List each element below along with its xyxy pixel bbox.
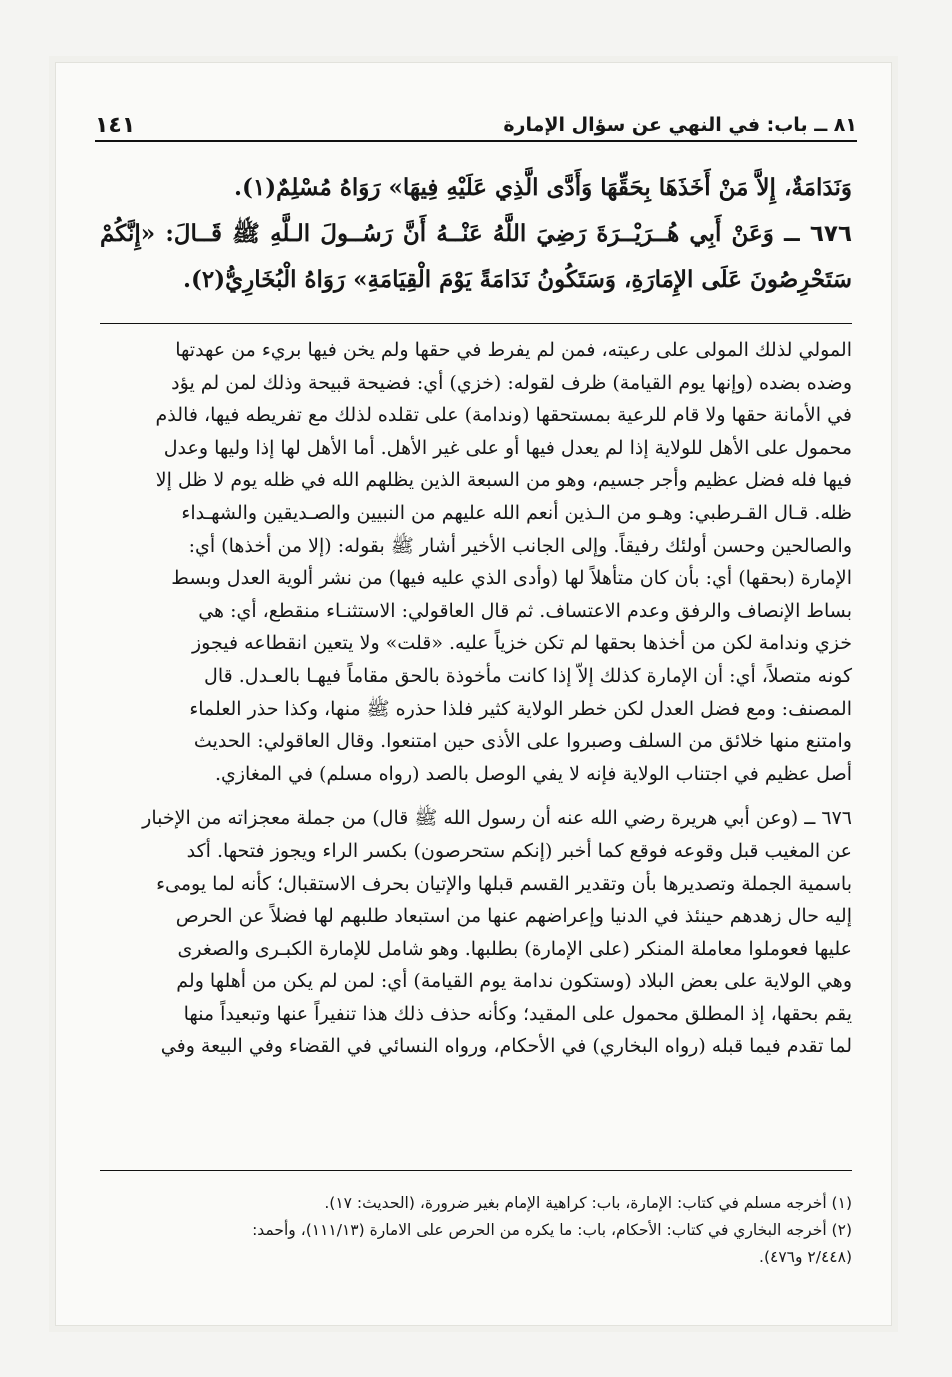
commentary-line: فيها فله فضل عظيم وأجر جسيم، وهو من السبعة الذين يظلهم الله في ظله يوم لا ظل إلا	[155, 469, 852, 492]
commentary-line: المصنف: ومع فضل العدل لكن خطر الولاية كثير فلذا حذره ﷺ منها، وكذا حذر العلماء	[189, 697, 852, 720]
page-number: ١٤١	[95, 113, 136, 138]
text-separator	[100, 323, 852, 324]
commentary-line: أصل عظيم في اجتناب الولاية فإنه لا يفي الوصل بالصد (رواه مسلم) في المغازي.	[214, 762, 852, 785]
commentary-line: الإمارة (بحقها) أي: بأن كان متأهلاً لها (وأدى الذي عليه فيها) من نشر ألوية العدل وبسط	[171, 567, 852, 590]
hadith-676	[100, 211, 852, 303]
commentary-line: والصالحين وحسن أولئك رفيقاً. وإلى الجانب الأخير أشار ﷺ بقوله: (إلا من أخذها) أي:	[188, 534, 852, 557]
commentary-line: إليه حال زهدهم حينئذ في الدنيا وإعراضهم عنها من استبعاد طلبهم لها فضلاً عن الحرص	[175, 905, 852, 928]
hadith-number: ٦٧٦ ــ	[784, 221, 853, 247]
commentary-line: وامتنع منها خلائق من السلف وصبروا على الأذى حين امتنعوا. وقال العاقولي: الحديث	[193, 730, 852, 753]
footnote-2: (٢) أخرجه البخاري في كتاب: الأحكام، باب: ما يكره من الحرص على الامارة (١١١/١٣)، وأحمد:	[252, 1221, 852, 1239]
commentary-line: يقم بحقها، إذ المطلق محمول على المقيد؛ وكأنه حذف ذلك هذا تنفيراً عنها وتبعيداً منها	[183, 1002, 852, 1025]
chapter-title: ٨١ ــ باب: في النهي عن سؤال الإمارة	[503, 114, 857, 136]
commentary-line: خزي وندامة لكن من أخذها بحقها لم تكن خزياً عليه. «قلت» ولا يتعين انقطاعه فيجوز	[191, 632, 852, 655]
commentary-line: كونه متصلاً، أي: أن الإمارة كذلك إلاّ إذا كانت مأخوذة بالحق مقاماً فيهـا بالعـدل. قال	[204, 664, 852, 687]
footnotes-block	[100, 1190, 852, 1271]
hadith-body: وَعَنْ أَبِي هُــرَيْــرَةَ رَضِيَ اللَّهُ عَنْــهُ أَنَّ رَسُــولَ الـلَّهِ ﷺ قَــالَ: «إِنَّكُمْ سَتَحْرِصُونَ عَلَى الإِمَارَةِ، وَسَتَكُونُ نَدَامَةً يَوْمَ الْقِيَامَةِ» رَوَاهُ الْبُخَارِيُّ(٢).	[100, 220, 852, 293]
footnote-2-continuation: (٢/٤٤٨ و٤٧٦).	[759, 1248, 852, 1266]
hadith-continuation: وَنَدَامَةٌ، إِلاَّ مَنْ أَخَذَهَا بِحَقِّهَا وَأَدَّى الَّذِي عَلَيْهِ فِيهَا» رَوَاهُ مُسْلِمٌ(١).	[233, 174, 852, 201]
commentary-block	[100, 334, 852, 1063]
footnote-1: (١) أخرجه مسلم في كتاب: الإمارة، باب: كراهية الإمام بغير ضرورة، (الحديث: ١٧).	[324, 1194, 852, 1212]
commentary-paragraph-2	[100, 802, 852, 1063]
commentary-line: في الأمانة حقها ولا قام للرعية بمستحقها (وندامة) على تقلده لذلك مع تفريطه فيها، فالذم	[155, 404, 852, 427]
running-header	[95, 98, 857, 142]
footnote-separator	[100, 1170, 852, 1171]
hadith-text-block	[100, 165, 852, 303]
commentary-line: المولي لذلك المولى على رعيته، فمن لم يفرط في حقها ولم يخن فيها بريء من عهدتها	[175, 339, 852, 361]
commentary-line: وهي الولاية على بعض البلاد (وستكون ندامة يوم القيامة) أي: لمن لم يكن من أهلها ولم	[176, 970, 852, 993]
commentary-line: وضده بضده (وإنها يوم القيامة) ظرف لقوله: (خزي) أي: فضيحة قبيحة وذلك لمن لم يؤد	[171, 371, 852, 394]
commentary-paragraph-1	[100, 334, 852, 790]
commentary-line: بساط الإنصاف والرفق وعدم الاعتساف. ثم قال العاقولي: الاستثنـاء منقطع، أي: هي	[198, 599, 852, 622]
commentary-line: محمول على الأهل للولاية إذا لم يعدل فيها أو على غير الأهل. أما الأهل لها إذا وليها وعدل	[163, 436, 852, 459]
commentary-line: عن المغيب قبل وقوعه فوقع كما أخبر (إنكم ستحرصون) بكسر الراء ويجوز فتحها. أكد	[186, 839, 852, 862]
commentary-line: ٦٧٦ ــ (وعن أبي هريرة رضي الله عنه أن رسول الله ﷺ قال) من جملة معجزاته من الإخبار	[142, 807, 852, 830]
commentary-line: ظله. قـال القـرطبي: وهـو من الـذين أنعم الله عليهم من النبيين والصـديقين والشهـداء	[181, 501, 852, 524]
commentary-line: باسمية الجملة وتصديرها بأن وتقدير القسم قبلها والإتيان بحرف الاستقبال؛ كأنه لما يومىء	[156, 872, 852, 895]
commentary-line: عليها فعوملوا معاملة المنكر (على الإمارة) بطلبها. وهو شامل للإمارة الكبـرى والصغرى	[177, 937, 852, 960]
commentary-line: لما تقدم فيما قبله (رواه البخاري) في الأحكام، ورواه النسائي في القضاء وفي البيعة وفي	[160, 1035, 852, 1058]
